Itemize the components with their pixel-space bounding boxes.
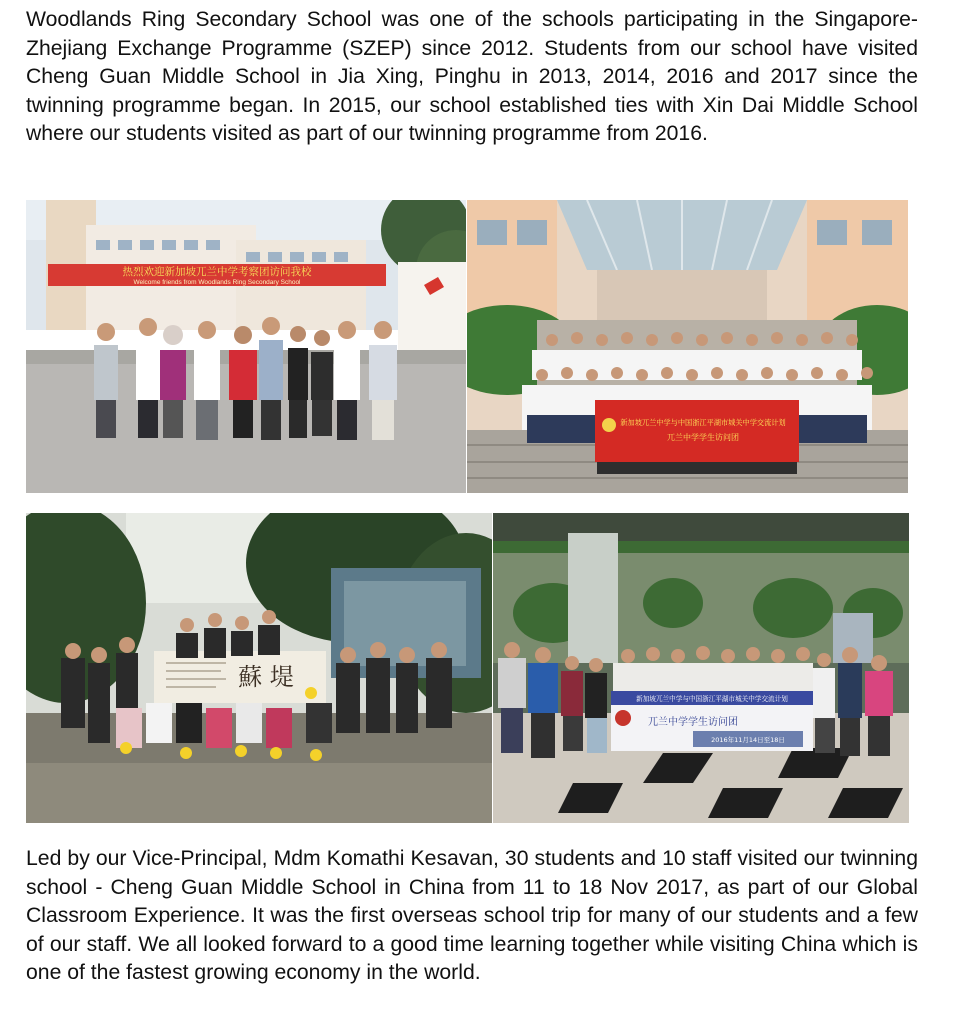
banner-exchange-programme: 新加坡兀兰中学与中国浙江平湖市城关中学交流计划 [620, 418, 786, 427]
banner-airport-exchange: 新加坡兀兰中学与中国浙江平湖市城关中学交流计划 [636, 695, 788, 703]
banner-airport-date: 2016年11月14日至18日 [711, 736, 785, 744]
photo-group-at-su-causeway [26, 513, 492, 823]
photo-group-at-airport [493, 513, 909, 823]
intro-paragraph: Woodlands Ring Secondary School was one of the schools participating in the Singapore-Zhejiang Exchange Programme (SZEP) since 2012. Students from our school have visited Cheng Guan Middle School in Jia Xing, Pinghu in 2013, 2014, 2016 and 2017 since the twinning programme began. In 2015, our school established ties with Xin Dai Middle School where our students visited as part of our twinning programme from 2016. [26, 8, 918, 146]
banner-airport-delegation: 兀兰中学学生访问团 [648, 717, 738, 728]
sign-su-causeway: 蘇 堤 [238, 663, 294, 691]
closing-paragraph: Led by our Vice-Principal, Mdm Komathi Kesavan, 30 students and 10 staff visited our twinning school - Cheng Guan Middle School in China from 11 to 18 Nov 2017, as part of our Global Classroom Experience. It was the first overseas school trip for many of our students and a few of our staff. We all looked forward to a good time learning together while visiting China which is one of the fastest growing economy in the world. [26, 847, 918, 985]
banner-welcome-cn: 热烈欢迎新加坡兀兰中学考察团访问我校 [122, 266, 312, 278]
photo-school-visit-delegation [26, 200, 466, 493]
banner-welcome-en: Welcome friends from Woodlands Ring Secondary School [133, 279, 301, 286]
photo-group-on-steps [467, 200, 908, 493]
banner-student-delegation: 兀兰中学学生访问团 [667, 433, 739, 442]
